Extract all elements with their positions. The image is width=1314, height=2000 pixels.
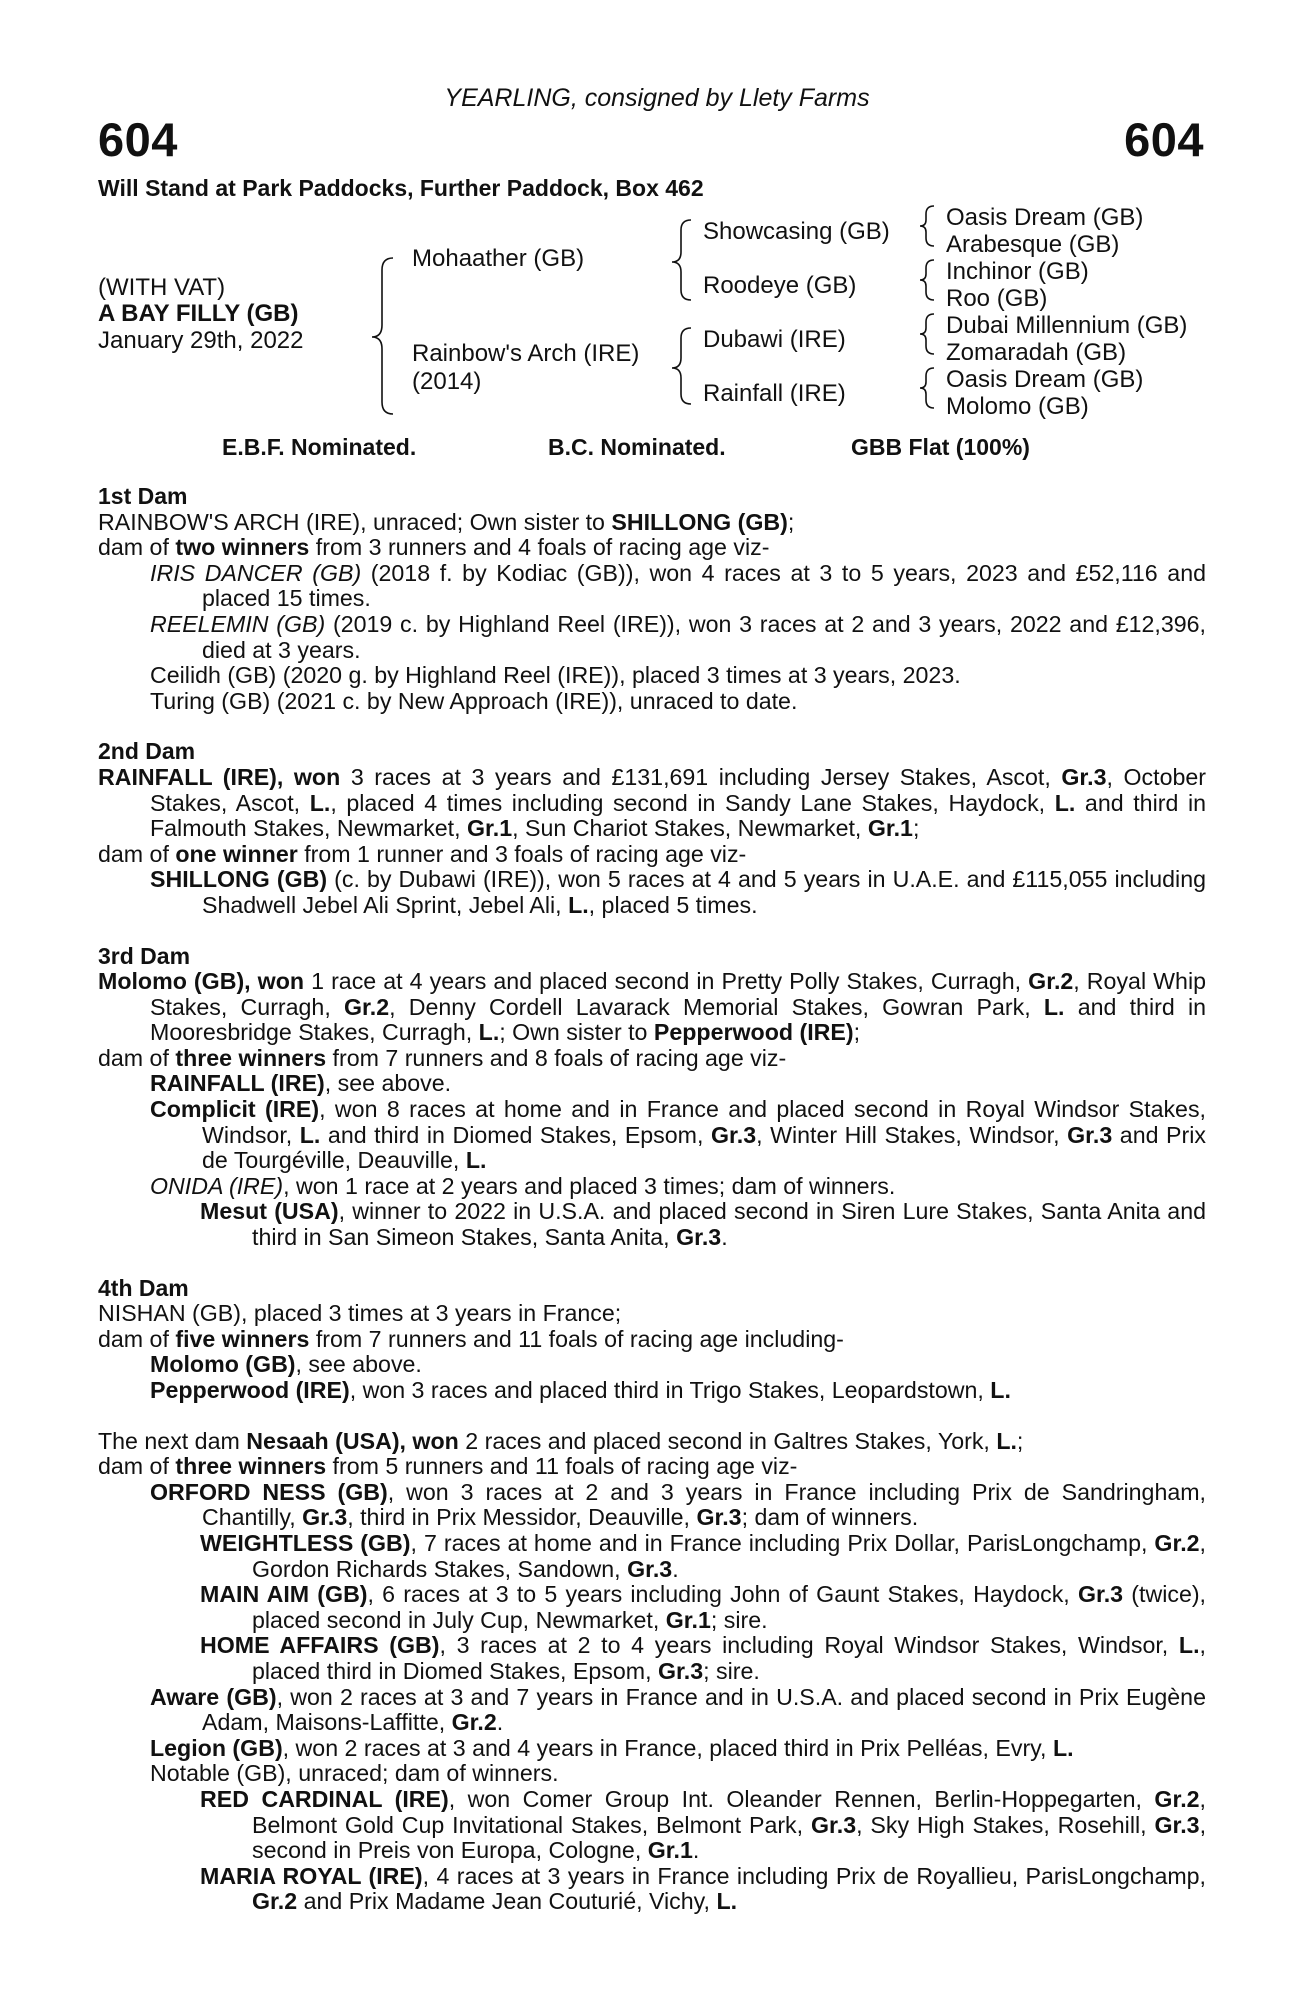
dd-sire: Oasis Dream (GB) — [946, 366, 1144, 393]
text: dam of — [98, 534, 176, 561]
record-text: ; dam of winners. — [741, 1504, 919, 1531]
dam-of-line — [98, 1454, 1206, 1480]
record-text: (twice), placed second in July Cup, Newmarket, — [252, 1581, 1206, 1633]
record-text: . — [672, 1555, 679, 1582]
record-text: , 3 races at 2 to 4 years including Royal Windsor Stakes, Windsor, — [439, 1632, 1179, 1659]
record-text: from 1 runner and 3 foals of racing age viz- — [297, 840, 747, 867]
record-text: . — [692, 1837, 700, 1864]
record-text: WEIGHTLESS (GB) — [200, 1529, 411, 1556]
record-text: Gr.3 — [711, 1121, 757, 1148]
progeny-entry: Notable (GB), unraced; dam of winners. — [150, 1760, 559, 1787]
record-text: Gr.3 — [1154, 1811, 1200, 1838]
record-text: and Prix de Tourgéville, Deauville, — [202, 1121, 1206, 1174]
text: from 3 runners and 4 foals of racing age viz- — [309, 534, 770, 561]
record-text: Gr.3 — [302, 1504, 348, 1531]
progeny-entry: Turing (GB) (2021 c. by New Approach (IRE)), unraced to date. — [150, 687, 798, 714]
record-text: Gr.2 — [252, 1888, 298, 1915]
next-dam-section — [98, 1429, 1206, 1915]
record-text: Gr.2 — [451, 1709, 497, 1736]
record-text: Gr.2 — [1028, 968, 1074, 995]
record-text: , Sky High Stakes, Rosehill, — [856, 1811, 1155, 1838]
record-text: , won 2 races at 3 and 4 years in France, placed third in Prix Pelléas, Evry, — [282, 1734, 1053, 1761]
second-dam-section — [98, 739, 1206, 918]
record-text: ORFORD NESS (GB) — [150, 1478, 388, 1505]
record-text: L. — [309, 789, 331, 816]
record-text: , won 2 races at 3 and 7 years in France and in U.S.A. and placed second in Prix Eugène Adam, Maisons-Laffitte, — [202, 1683, 1206, 1736]
record-text: , placed 5 times. — [588, 891, 758, 918]
record-text: Gr.3 — [1077, 1581, 1124, 1608]
record-text: 2 races and placed second in Galtres Stakes, York, — [458, 1427, 997, 1454]
record-text: ; — [912, 815, 920, 842]
record-text: . — [496, 1709, 504, 1736]
record-text: , Sun Chariot Stakes, Newmarket, — [512, 815, 868, 842]
dam-of-line — [98, 535, 1206, 561]
section-heading: 2nd Dam — [98, 738, 196, 765]
dam-dam: Rainfall (IRE) — [703, 380, 846, 407]
sire-sire: Showcasing (GB) — [703, 218, 890, 245]
record-text: and Prix Madame Jean Couturié, Vichy, — [297, 1888, 717, 1915]
ds-dam: Zomaradah (GB) — [946, 339, 1127, 366]
record-text: L. — [299, 1121, 321, 1148]
progeny-entry — [98, 1378, 1206, 1404]
record-text: ; — [1016, 1427, 1024, 1454]
section-heading: 1st Dam — [98, 483, 188, 509]
record-text: , 4 races at 3 years in France including Prix de Royallieu, ParisLongchamp, — [422, 1862, 1206, 1889]
record-text: , 6 races at 3 to 5 years including John of Gaunt Stakes, Haydock, — [367, 1581, 1078, 1608]
record-text: Gr.1 — [467, 815, 513, 842]
progeny-entry — [98, 1174, 1206, 1200]
record-text: HOME AFFAIRS (GB) — [200, 1632, 440, 1659]
record-text: L. — [990, 1377, 1011, 1403]
record-text: Gr.3 — [676, 1224, 722, 1251]
record-text: L. — [1054, 789, 1076, 816]
stand-info: Will Stand at Park Paddocks, Further Paddock, Box 462 — [98, 175, 704, 201]
record-text: Molomo (GB) — [150, 1351, 296, 1378]
progeny-entry — [98, 1097, 1206, 1174]
record-text: , won 3 races at 2 and 3 years in France including Prix de Sandringham, Chantilly, — [202, 1478, 1206, 1531]
horse-link: SHILLONG (GB) — [611, 508, 788, 535]
record-text: Nesaah (USA), won — [246, 1427, 459, 1454]
progeny-entry — [98, 1685, 1206, 1736]
text: ; — [787, 508, 795, 535]
dam-line: NISHAN (GB), placed 3 times at 3 years in France; — [98, 1300, 622, 1327]
record-text: , see above. — [324, 1070, 452, 1097]
lot-number-left: 604 — [98, 113, 178, 166]
progeny-entry — [98, 612, 1206, 663]
progeny-name: SHILLONG (GB) — [150, 866, 328, 893]
record-text: , October Stakes, Ascot, — [150, 763, 1206, 816]
record-text: Gr.3 — [1067, 1121, 1113, 1148]
third-dam-section — [98, 944, 1206, 1251]
catalogue-body — [98, 484, 1206, 1940]
lot-number-right: 604 — [1124, 113, 1204, 166]
dam-of-line — [98, 1327, 1206, 1353]
record-text: (c. by Dubawi (IRE)), won 5 races at 4 and 5 years in U.A.E. and £115,055 including Shadwell Jebel Ali Sprint, Jebel Ali, — [202, 866, 1206, 918]
record-text: three winners — [175, 1044, 327, 1071]
record-text: RAINFALL (IRE) — [150, 1070, 325, 1097]
horse-name: A BAY FILLY (GB) — [98, 300, 299, 327]
progeny-entry: Ceilidh (GB) (2020 g. by Highland Reel (IRE)), placed 3 times at 3 years, 2023. — [150, 662, 961, 689]
record-text: L. — [465, 1147, 487, 1174]
record-text: Gr.2 — [1154, 1785, 1200, 1812]
record-text: , Royal Whip Stakes, Curragh, — [150, 968, 1206, 1020]
record-text: ; sire. — [703, 1657, 760, 1684]
record-text: L. — [1178, 1632, 1200, 1659]
ss-sire: Oasis Dream (GB) — [946, 204, 1144, 231]
horse-dob: January 29th, 2022 — [98, 327, 304, 354]
sire-name: Mohaather (GB) — [412, 245, 585, 272]
record-text: Gr.1 — [867, 815, 913, 842]
record-text: L. — [1043, 993, 1065, 1020]
ss-dam: Arabesque (GB) — [946, 231, 1120, 258]
record-text: Gr.3 — [1061, 763, 1107, 790]
grand-progeny-entry — [98, 1633, 1206, 1684]
record-text: Pepperwood (IRE) — [653, 1019, 854, 1046]
record-text: L. — [996, 1427, 1017, 1454]
record-text: , see above. — [295, 1351, 422, 1378]
record-text: Gr.1 — [647, 1837, 693, 1864]
dam-year: (2014) — [412, 368, 482, 395]
record-text: Gr.3 — [810, 1811, 857, 1838]
record-text: Gr.2 — [1154, 1529, 1200, 1556]
record-text: , won Comer Group Int. Oleander Rennen, Berlin-Hoppegarten, — [448, 1785, 1155, 1812]
dam-name: RAINFALL (IRE), won — [98, 763, 341, 790]
record-text: ; — [853, 1019, 861, 1046]
record-text: , 7 races at home and in France including Prix Dollar, ParisLongchamp, — [410, 1529, 1155, 1556]
grand-progeny-entry — [98, 1864, 1206, 1915]
record-text: three winners — [175, 1453, 327, 1480]
consignor-subtitle: YEARLING, consigned by Llety Farms — [444, 84, 870, 112]
dam-name: Rainbow's Arch (IRE) — [412, 340, 640, 367]
record-text: dam of — [98, 840, 176, 867]
grand-progeny-entry — [98, 1582, 1206, 1633]
record-text: L. — [716, 1888, 738, 1915]
dam-line — [98, 510, 1206, 536]
record-text: and third in Mooresbridge Stakes, Curragh, — [150, 993, 1206, 1046]
record-text: L. — [478, 1019, 500, 1046]
dam-of-line — [98, 842, 1206, 868]
progeny-name: IRIS DANCER (GB) — [150, 559, 362, 586]
record-text: , placed 4 times including second in Sandy Lane Stakes, Haydock, — [330, 789, 1055, 816]
record-text: , Gordon Richards Stakes, Sandown, — [252, 1529, 1206, 1582]
record-text: , second in Preis von Europa, Cologne, — [252, 1811, 1207, 1864]
record-text: , won 1 race at 2 years and placed 3 times; dam of winners. — [283, 1172, 896, 1199]
record-text: L. — [1052, 1734, 1074, 1761]
record-text: dam of — [98, 1453, 176, 1480]
dam-sire: Dubawi (IRE) — [703, 326, 846, 353]
record-text: Gr.3 — [627, 1555, 673, 1582]
progeny-record: (2019 c. by Highland Reel (IRE)), won 3 races at 2 and 3 years, 2022 and £12,396, died at 3 years. — [202, 610, 1206, 663]
record-text: , won 3 races and placed third in Trigo Stakes, Leopardstown, — [349, 1377, 991, 1403]
vat-label: (WITH VAT) — [98, 274, 226, 301]
progeny-entry — [98, 1480, 1206, 1531]
record-text: MAIN AIM (GB) — [200, 1581, 368, 1608]
progeny-entry — [98, 1736, 1206, 1762]
first-dam-section — [98, 484, 1206, 714]
record-text: and third in Falmouth Stakes, Newmarket, — [150, 789, 1206, 842]
dam-record — [98, 765, 1206, 842]
record-text: five winners — [175, 1325, 310, 1352]
record-text: Gr.3 — [696, 1504, 742, 1531]
record-text: . — [721, 1224, 728, 1251]
winners-count: two winners — [175, 534, 310, 561]
record-text: , won 8 races at home and in France and placed second in Royal Windsor Stakes, Windsor, — [202, 1096, 1206, 1148]
record-text: L. — [568, 891, 589, 918]
fourth-dam-section — [98, 1276, 1206, 1404]
record-text: dam of — [98, 1325, 176, 1352]
dam-record — [98, 969, 1206, 1046]
progeny-entry — [98, 1071, 1206, 1097]
sire-dam: Roodeye (GB) — [703, 272, 857, 299]
dam-of-line — [98, 1046, 1206, 1072]
record-text: 3 races at 3 years and £131,691 including Jersey Stakes, Ascot, — [340, 763, 1062, 790]
record-text: from 5 runners and 11 foals of racing age viz- — [326, 1453, 798, 1480]
gbb-flat: GBB Flat (100%) — [851, 434, 1030, 460]
record-text: MARIA ROYAL (IRE) — [200, 1862, 423, 1889]
record-text: , third in Prix Messidor, Deauville, — [347, 1504, 697, 1531]
record-text: ONIDA (IRE) — [150, 1172, 284, 1199]
grand-progeny-entry — [98, 1199, 1206, 1250]
dam-record — [98, 1429, 1206, 1455]
record-text: Gr.3 — [657, 1657, 704, 1684]
progeny-entry — [98, 561, 1206, 612]
record-text: one winner — [175, 840, 298, 867]
bc-nomination: B.C. Nominated. — [548, 434, 726, 460]
record-text: Pepperwood (IRE) — [150, 1377, 350, 1403]
record-text: Mesut (USA) — [200, 1198, 339, 1225]
record-text: RED CARDINAL (IRE) — [200, 1785, 449, 1812]
record-text: , placed third in Diomed Stakes, Epsom, — [252, 1632, 1206, 1684]
progeny-name: REELEMIN (GB) — [150, 610, 326, 637]
record-text: from 7 runners and 8 foals of racing age viz- — [326, 1044, 787, 1071]
ebf-nomination: E.B.F. Nominated. — [222, 434, 417, 460]
progeny-entry — [98, 1352, 1206, 1378]
dd-dam: Molomo (GB) — [946, 393, 1089, 420]
record-text: , Belmont Gold Cup Invitational Stakes, Belmont Park, — [252, 1785, 1206, 1838]
record-text: The next dam — [98, 1427, 247, 1454]
record-text: Gr.1 — [665, 1606, 711, 1633]
record-text: from 7 runners and 11 foals of racing age including- — [309, 1325, 844, 1352]
record-text: and third in Diomed Stakes, Epsom, — [320, 1121, 711, 1148]
text: RAINBOW'S ARCH (IRE), unraced; Own sister to — [98, 508, 612, 535]
record-text: Legion (GB) — [150, 1734, 283, 1761]
grand-progeny-entry — [98, 1787, 1206, 1864]
record-text: , Denny Cordell Lavarack Memorial Stakes, Gowran Park, — [389, 993, 1044, 1020]
record-text: Aware (GB) — [150, 1683, 277, 1710]
record-text: Complicit (IRE) — [150, 1096, 320, 1123]
dam-name: Molomo (GB), won — [98, 968, 305, 995]
record-text: 1 race at 4 years and placed second in Pretty Polly Stakes, Curragh, — [304, 968, 1029, 995]
record-text: ; sire. — [710, 1606, 768, 1633]
progeny-record: (2018 f. by Kodiac (GB)), won 4 races at 3 to 5 years, 2023 and £52,116 and placed 15 times. — [202, 559, 1206, 612]
sd-dam: Roo (GB) — [946, 285, 1048, 312]
record-text: dam of — [98, 1044, 176, 1071]
record-text: ; Own sister to — [499, 1019, 654, 1046]
grand-progeny-entry — [98, 1531, 1206, 1582]
sd-sire: Inchinor (GB) — [946, 258, 1089, 285]
record-text: , Winter Hill Stakes, Windsor, — [756, 1121, 1068, 1148]
section-heading: 4th Dam — [98, 1274, 189, 1301]
ds-sire: Dubai Millennium (GB) — [946, 312, 1188, 339]
record-text: Gr.2 — [343, 993, 390, 1020]
section-heading: 3rd Dam — [98, 942, 191, 969]
record-text: , winner to 2022 in U.S.A. and placed second in Siren Lure Stakes, Santa Anita and third in San Simeon Stakes, Santa Anita, — [252, 1198, 1206, 1251]
progeny-entry — [98, 867, 1206, 918]
